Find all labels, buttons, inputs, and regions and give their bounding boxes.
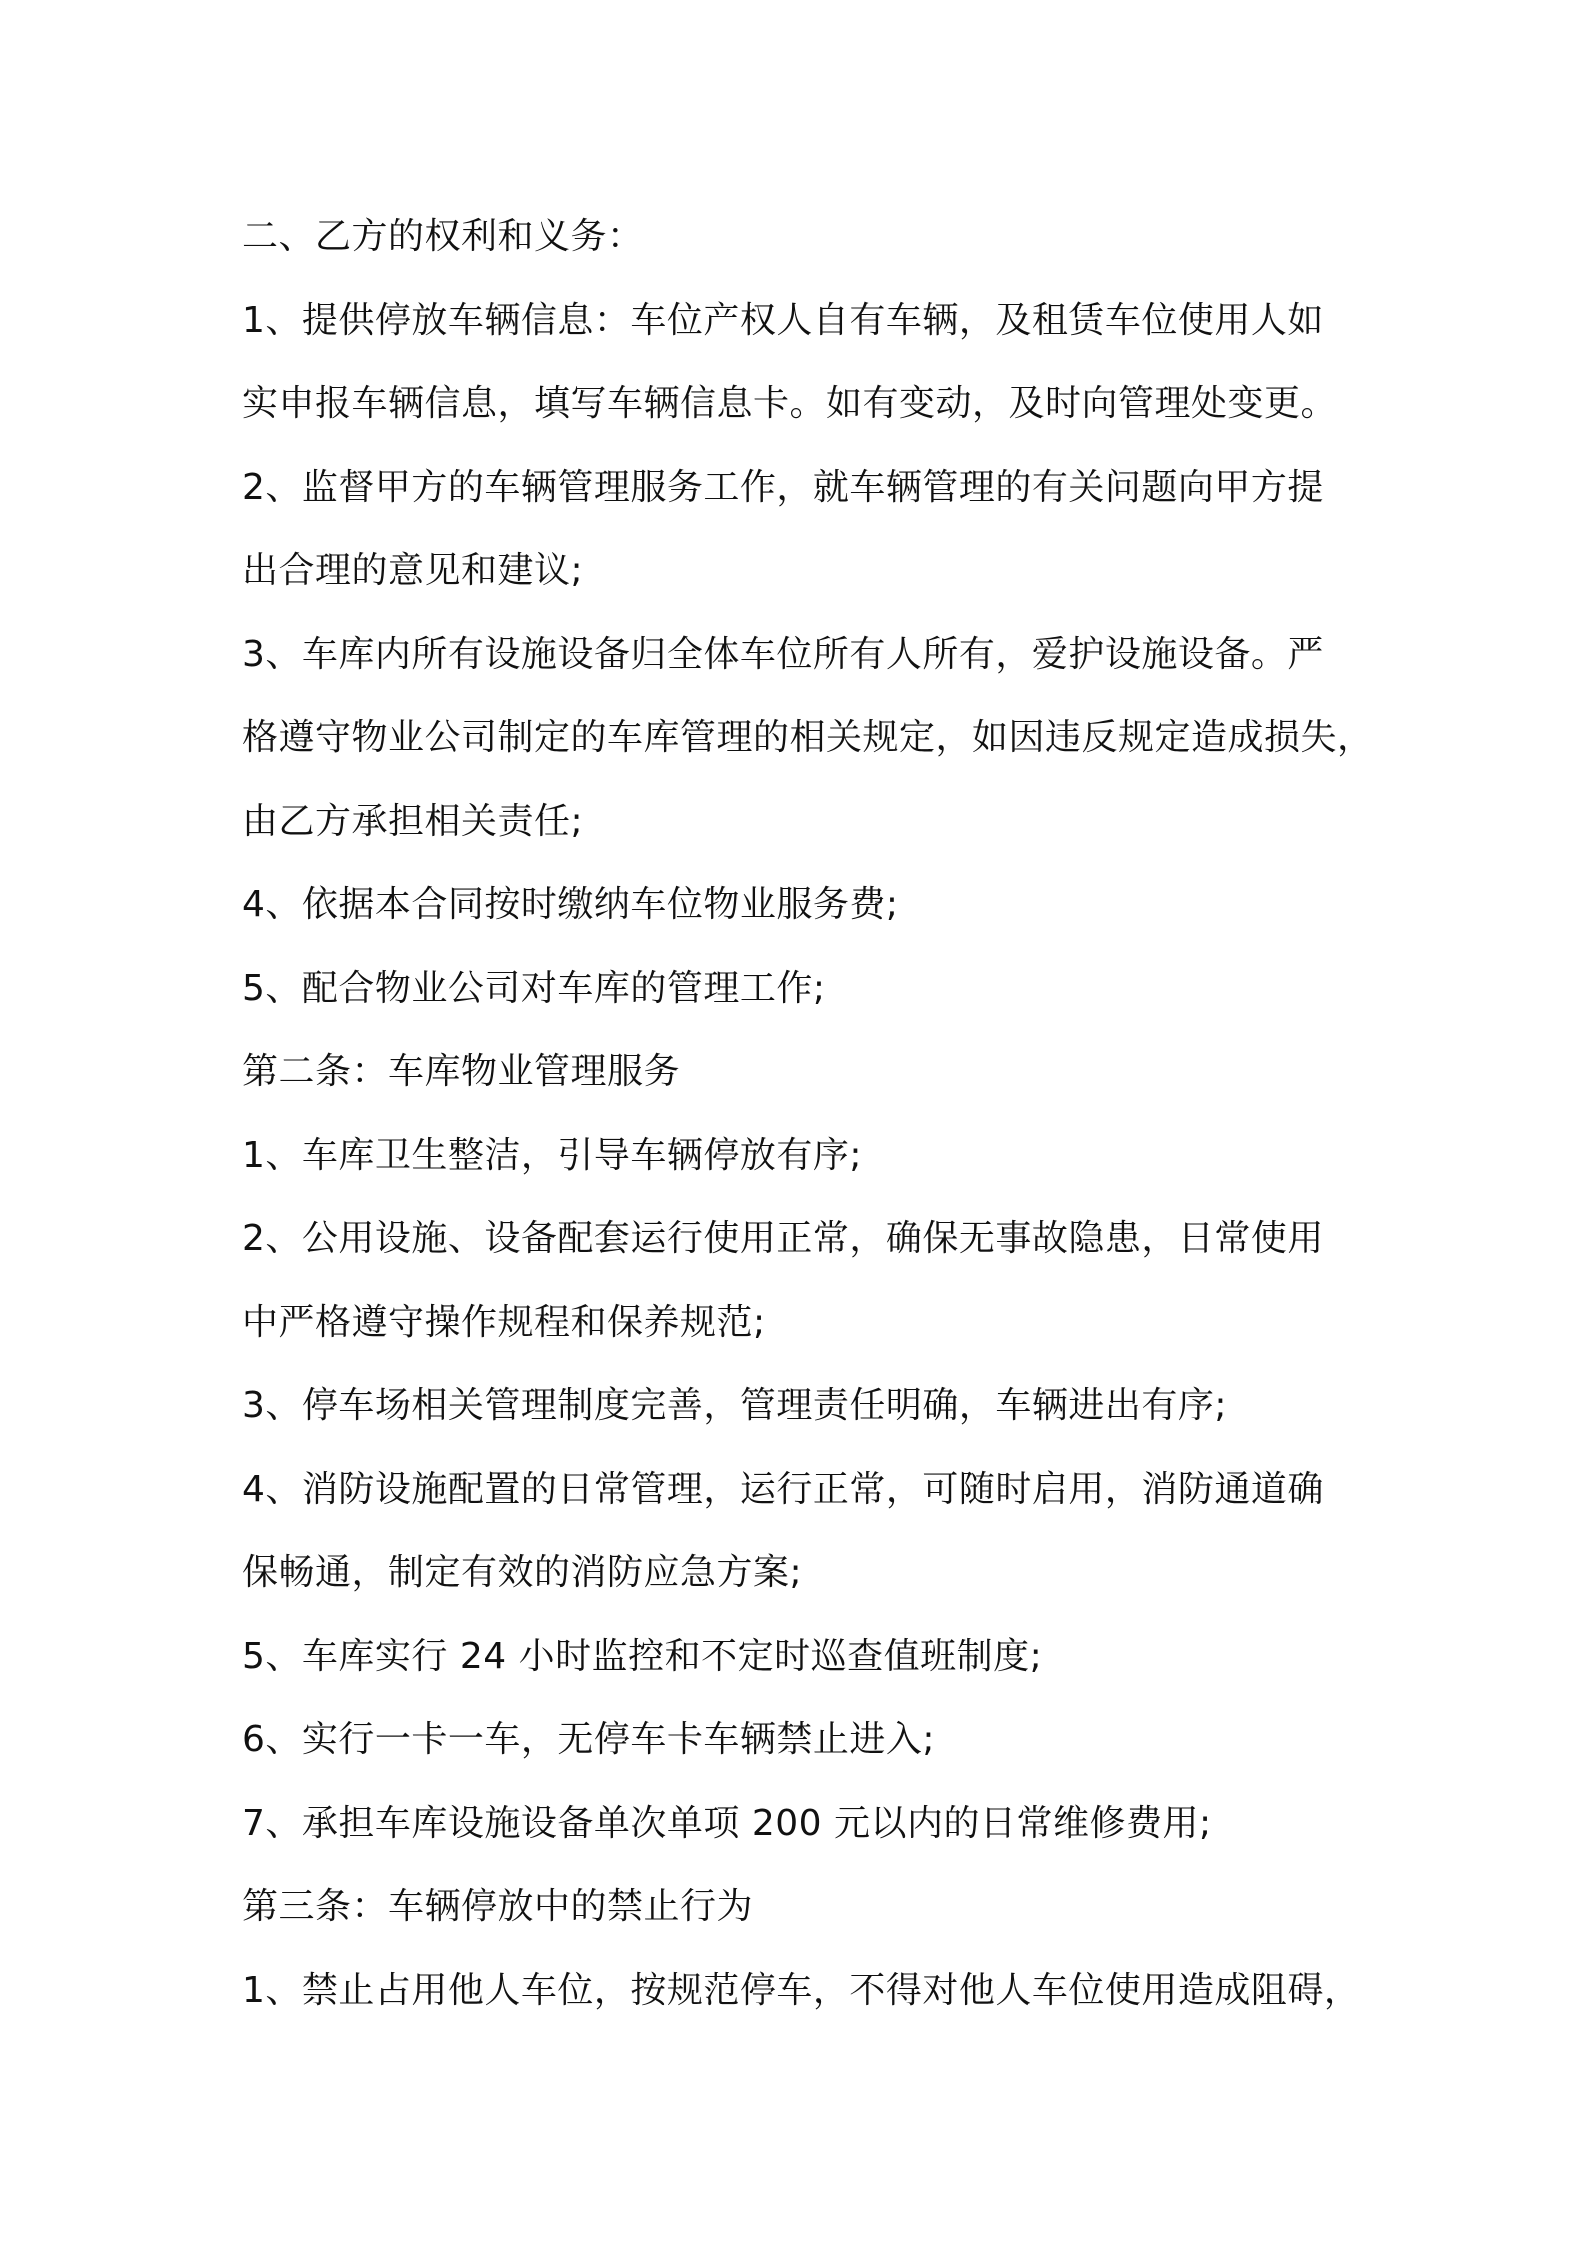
text-line: 2、监督甲方的车辆管理服务工作，就车辆管理的有关问题向甲方提 [242, 466, 1324, 508]
text-line: 4、消防设施配置的日常管理，运行正常，可随时启用，消防通道确 [242, 1468, 1324, 1510]
text-line: 6、实行一卡一车，无停车卡车辆禁止进入; [242, 1719, 936, 1760]
text-line: 5、车库实行 24 小时监控和不定时巡查值班制度; [242, 1635, 1043, 1677]
text-line: 3、车库内所有设施设备归全体车位所有人所有，爱护设施设备。严 [242, 633, 1324, 675]
text-line: 3、停车场相关管理制度完善，管理责任明确，车辆进出有序; [242, 1385, 1228, 1426]
section-heading-party-b-rights: 二、乙方的权利和义务： [242, 216, 644, 257]
text-line: 7、承担车库设施设备单次单项 200 元以内的日常维修费用; [242, 1802, 1212, 1844]
article-heading-2: 第二条：车库物业管理服务 [242, 1051, 681, 1092]
text-line: 1、禁止占用他人车位，按规范停车，不得对他人车位使用造成阻碍， [242, 1969, 1361, 2011]
text-line: 实申报车辆信息，填写车辆信息卡。如有变动，及时向管理处变更。 [242, 383, 1338, 424]
text-line: 中严格遵守操作规程和保养规范; [242, 1301, 766, 1343]
text-line: 出合理的意见和建议; [242, 550, 584, 591]
text-line: 由乙方承担相关责任; [242, 800, 584, 842]
text-line: 1、提供停放车辆信息：车位产权人自有车辆，及租赁车位使用人如 [242, 299, 1324, 341]
text-line: 保畅通，制定有效的消防应急方案; [242, 1552, 803, 1593]
text-line: 格遵守物业公司制定的车库管理的相关规定，如因违反规定造成损失， [242, 717, 1374, 758]
text-line: 2、公用设施、设备配套运行使用正常，确保无事故隐患，日常使用 [242, 1218, 1324, 1259]
document-body [242, 195, 1372, 2032]
text-line: 5、配合物业公司对车库的管理工作; [242, 967, 826, 1009]
article-heading-3: 第三条：车辆停放中的禁止行为 [242, 1886, 754, 1927]
text-line: 4、依据本合同按时缴纳车位物业服务费; [242, 884, 899, 925]
text-line: 1、车库卫生整洁，引导车辆停放有序; [242, 1134, 863, 1176]
